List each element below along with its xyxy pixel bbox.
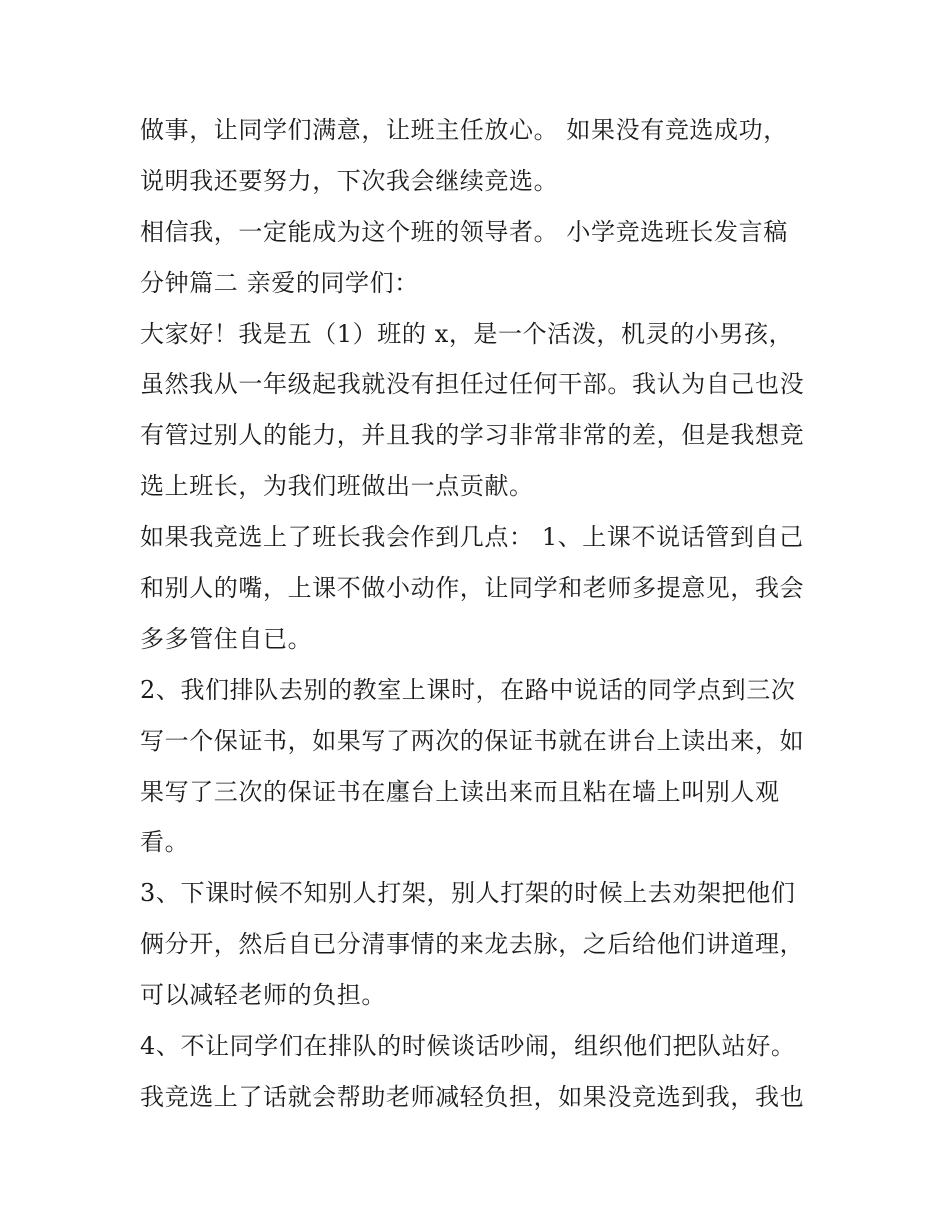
text-line-14: 果写了三次的保证书在廛台上读出来而且粘在墙上叫别人观 — [140, 777, 780, 806]
text-line-20: 我竞选上了话就会帮助老师减轻负担，如果没竞选到我，我也 — [140, 1082, 805, 1111]
text-line-7: 有管过别人的能力，并且我的学习非常非常的差，但是我想竞 — [140, 421, 805, 450]
text-line-9: 如果我竞选上了班长我会作到几点： 1、上课不说话管到自己 — [140, 523, 804, 552]
text-line-18: 可以减轻老师的负担。 — [140, 981, 386, 1010]
text-line-5: 大家好！我是五（1）班的 x，是一个活泼，机灵的小男孩， — [140, 319, 794, 348]
text-line-2: 说明我还要努力，下次我会继续竞选。 — [140, 166, 559, 195]
text-line-6: 虽然我从一年级起我就没有担任过任何干部。我认为自己也没 — [140, 370, 805, 399]
document-body — [140, 105, 830, 1123]
text-line-11: 多多管住自已。 — [140, 624, 313, 653]
text-line-16: 3、下课时候不知别人打架，别人打架的时候上去劝架把他们 — [140, 879, 796, 908]
text-line-15: 看。 — [140, 828, 190, 857]
text-line-8: 选上班长，为我们班做出一点贡献。 — [140, 472, 534, 501]
text-line-3: 相信我，一定能成为这个班的领导者。 小学竞选班长发言稿 — [140, 217, 788, 246]
text-line-4: 分钟篇二 亲爱的同学们： — [140, 268, 419, 297]
text-line-17: 俩分开，然后自已分清事情的来龙去脉，之后给他们讲道理， — [140, 930, 805, 959]
text-line-12: 2、我们排队去别的教室上课时，在路中说话的同学点到三次 — [140, 675, 796, 704]
text-line-1: 做事，让同学们满意，让班主任放心。 如果没有竞选成功， — [140, 116, 788, 144]
text-line-13: 写一个保证书，如果写了两次的保证书就在讲台上读出来，如 — [140, 726, 805, 755]
text-line-19: 4、不让同学们在排队的时候谈话吵闹，组织他们把队站好。 — [140, 1032, 796, 1061]
text-line-10: 和别人的嘴，上课不做小动作，让同学和老师多提意见，我会 — [140, 574, 805, 603]
